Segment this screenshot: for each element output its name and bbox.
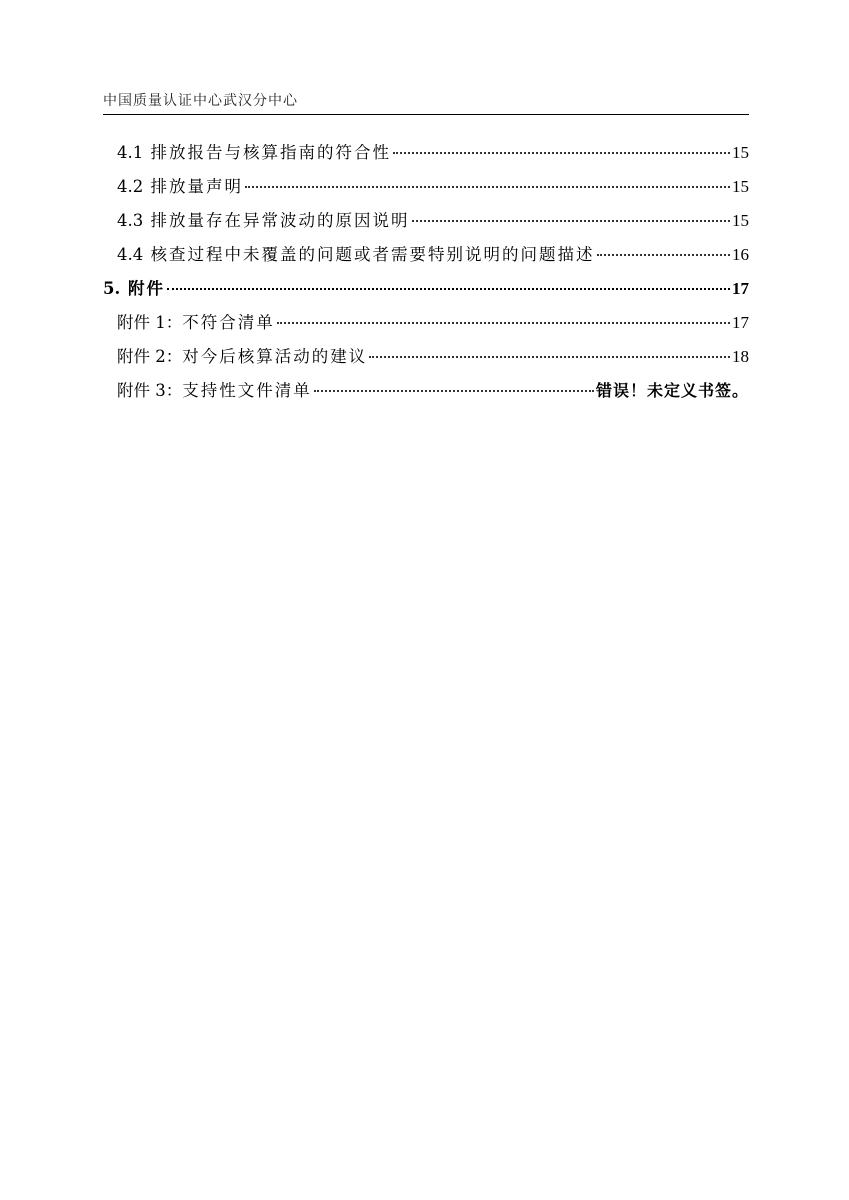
toc-entry-page: 15 xyxy=(732,211,749,230)
toc-entry-appendix-3[interactable] xyxy=(103,378,749,412)
toc-entry-text: 排放量声明 xyxy=(150,177,243,196)
toc-entry-4-4[interactable] xyxy=(103,242,749,276)
toc-entry-appendix-2[interactable] xyxy=(103,344,749,378)
toc-leader-dots xyxy=(369,356,730,358)
toc-entry-text: 排放量存在异常波动的原因说明 xyxy=(150,211,410,230)
toc-leader-dots xyxy=(167,288,730,290)
toc-entry-number: 4.3 xyxy=(117,211,144,230)
header-title: 中国质量认证中心武汉分中心 xyxy=(103,93,298,109)
toc-entry-text: 核查过程中未覆盖的问题或者需要特别说明的问题描述 xyxy=(150,245,595,264)
toc-entry-page: 15 xyxy=(732,177,749,196)
toc-entry-text: 排放报告与核算指南的符合性 xyxy=(150,143,391,162)
toc-entry-number: 4.1 xyxy=(117,143,144,162)
toc-entry-page: 17 xyxy=(732,313,749,332)
toc-entry-4-1[interactable] xyxy=(103,140,749,174)
toc-entry-title xyxy=(103,276,165,302)
toc-entry-number: 4.2 xyxy=(117,177,144,196)
toc-entry-number: 4.4 xyxy=(117,245,144,264)
toc-entry-page: 16 xyxy=(732,245,749,264)
toc-entry-text: 附件 xyxy=(127,279,165,298)
page-header xyxy=(103,92,749,115)
toc-entry-4-3[interactable] xyxy=(103,208,749,242)
toc-entry-title xyxy=(117,242,595,268)
toc-entry-5[interactable] xyxy=(103,276,749,310)
toc-entry-page: 15 xyxy=(732,143,749,162)
toc-entry-text: 不符合清单 xyxy=(182,313,275,332)
toc-entry-title xyxy=(117,174,243,200)
toc-leader-dots xyxy=(277,322,730,324)
toc-entry-title xyxy=(117,208,410,234)
toc-leader-dots xyxy=(245,186,730,188)
table-of-contents xyxy=(103,140,749,412)
toc-entry-title xyxy=(117,378,312,404)
toc-leader-dots xyxy=(597,254,731,256)
toc-leader-dots xyxy=(393,152,730,154)
toc-entry-text: 对今后核算活动的建议 xyxy=(182,347,368,366)
toc-leader-dots xyxy=(314,390,594,392)
toc-entry-text: 支持性文件清单 xyxy=(182,381,312,400)
toc-entry-4-2[interactable] xyxy=(103,174,749,208)
toc-entry-number: 5. xyxy=(103,279,121,298)
toc-entry-page: 17 xyxy=(732,279,749,298)
toc-entry-number: 附件 2： xyxy=(117,347,183,366)
toc-entry-title xyxy=(117,140,391,166)
toc-entry-title xyxy=(117,344,367,370)
toc-entry-number: 附件 1： xyxy=(117,313,183,332)
toc-leader-dots xyxy=(412,220,731,222)
toc-entry-page-error: 错误！未定义书签。 xyxy=(595,381,749,400)
toc-entry-number: 附件 3： xyxy=(117,381,183,400)
toc-entry-page: 18 xyxy=(732,347,749,366)
toc-entry-appendix-1[interactable] xyxy=(103,310,749,344)
toc-entry-title xyxy=(117,310,275,336)
